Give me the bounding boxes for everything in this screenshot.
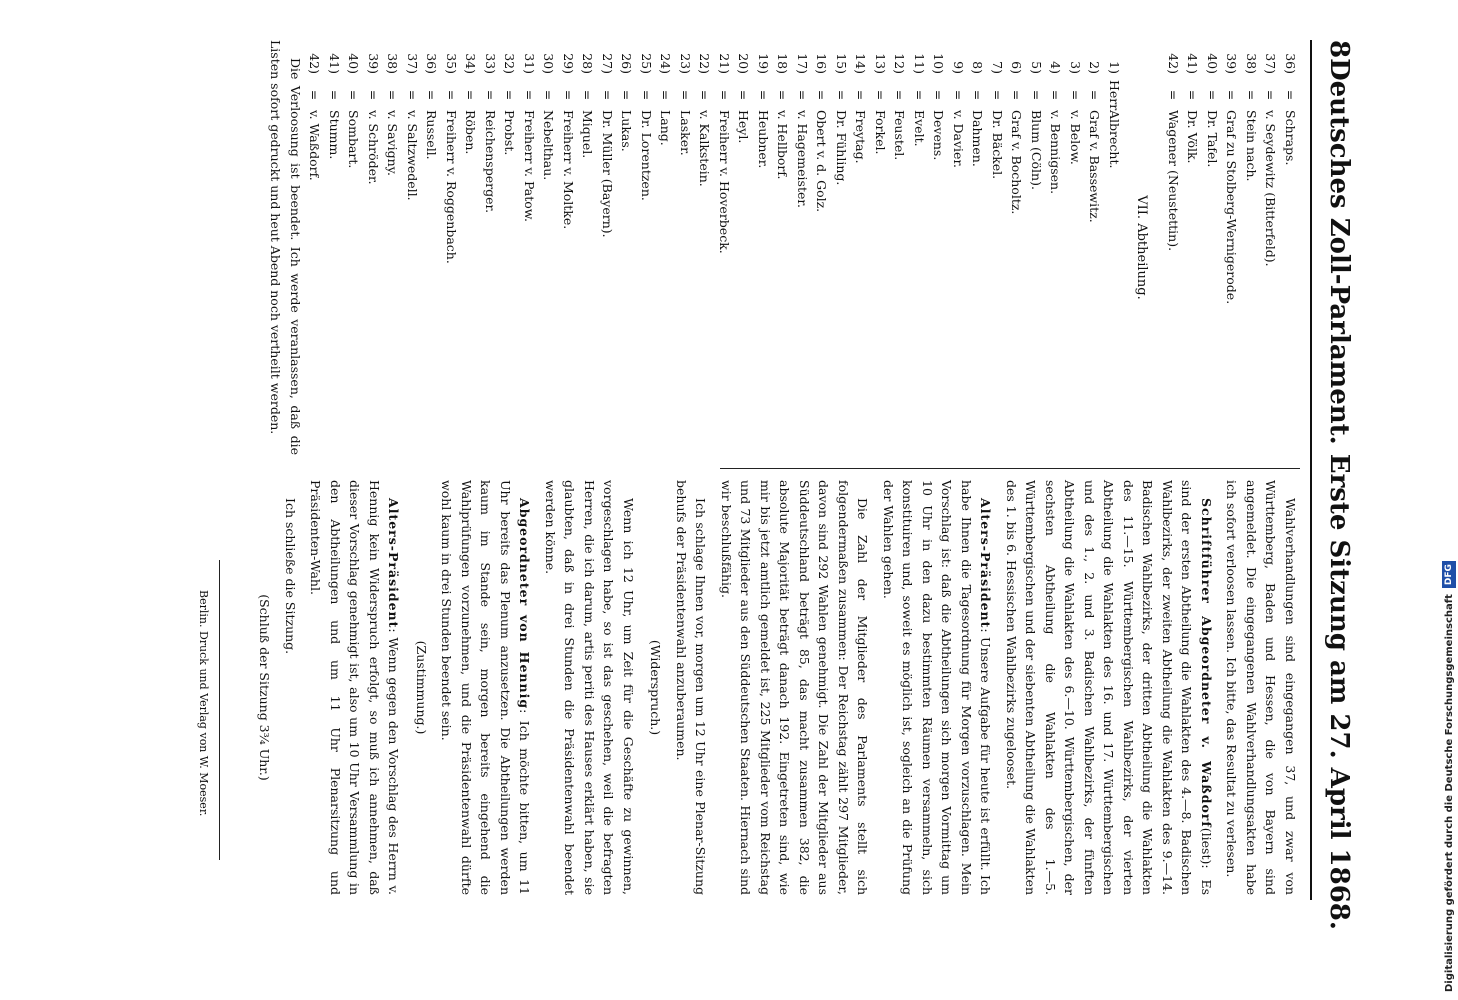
entry-number: 8) [970,61,986,74]
entry-name: Albrecht. [1107,110,1122,169]
entry-ditto: = [1166,89,1181,101]
entry-ditto: = [1283,89,1298,101]
entry-number: 17) [795,53,810,74]
entry-number: 1) [1107,61,1122,74]
entry-number: 15) [834,53,849,74]
list-entry [793,40,813,455]
entry-number: 42) [1166,53,1181,74]
entry-ditto: = [580,89,596,101]
imprint: Berlin. Druck und Verlag von W. Moeser. [197,590,210,817]
section-heading: VII. Abtheilung. [1134,195,1150,300]
list-entry [539,40,559,455]
entry-name: Dr. Völk. [1185,110,1201,164]
paragraph [879,480,996,895]
entry-ditto: = [853,89,869,101]
entry-name: Freiherr v. Hoverbeck. [717,110,732,254]
list-entry [1046,40,1066,455]
entry-number: 16) [814,53,830,74]
entry-name: v. Below. [1068,110,1083,165]
entry-name: Freiherr v. Roggenbach. [444,110,459,264]
list-entry [1281,40,1301,455]
entry-ditto: = [561,89,576,101]
speaker-name: Alters-Präsident [978,498,994,629]
entry-ditto: = [951,89,966,101]
entry-name: Evelt. [912,110,927,147]
entry-number: 31) [522,53,537,74]
list-entry [500,40,520,455]
list-entry [578,40,598,455]
remark: (Schluß der Sitzung 3¾ Uhr.) [257,594,273,781]
entry-number: 11) [912,53,927,74]
entry-ditto: = [1224,89,1240,101]
digitization-text: Digitalisierung gefördert durch die Deutsche Forschungsgemeinschaft [1443,594,1455,992]
header-rule [1310,40,1312,900]
entry-number: 26) [619,53,635,74]
entry-name: v. Kalkstein. [697,110,713,187]
entry-name: v. Seydewitz (Bitterfeld). [1263,110,1279,267]
remark: (Widerspruch.) [648,639,664,736]
entry-ditto: = [756,89,771,101]
imprint-rule [219,560,220,860]
right-column [247,480,1300,895]
paragraph: Ich schlage Ihnen vor, morgen um 12 Uhr eine Plenar-Sitzung behufs der Präsidentenwahl anzuberaumen. [674,480,709,895]
entry-number: 39) [1224,53,1240,74]
entry-name: Freiherr v. Patow. [522,110,537,222]
entry-name: Blum (Cöln). [1029,110,1044,190]
entry-ditto: = [1029,89,1044,101]
entry-name: Dr. Lorentzen. [639,110,654,201]
entry-ditto: = [483,89,498,101]
entry-name: Nebelthau. [541,110,557,181]
entry-name: Heyl. [736,110,752,144]
entry-ditto: = [873,89,888,101]
list-entry [949,40,969,455]
entry-number: 13) [873,53,888,74]
list-entry [364,40,384,455]
member-list-vii [305,40,1124,455]
entry-number: 24) [658,53,674,74]
list-entry [637,40,657,455]
entry-number: 22) [697,53,713,74]
entry-ditto: = [600,89,615,101]
member-list-continued [1164,40,1301,455]
entry-number: 9) [951,61,966,74]
column-divider [720,468,1300,469]
page-title: Deutsches Zoll-Parlament. Erste Sitzung am 27. April 1868. [1324,58,1354,930]
list-entry [617,40,637,455]
entry-number: 41) [1185,53,1201,74]
entry-number: 6) [1009,61,1025,74]
entry-ditto: = [1048,89,1064,101]
list-entry [812,40,832,455]
entry-name: v. Hellborf. [775,110,791,180]
list-entry [325,40,345,455]
speaker-name: Schriftführer Abgeordneter v. Waßdorf [1199,498,1214,828]
entry-ditto: = [970,89,986,101]
page-header [1314,40,1354,930]
entry-ditto: Herr [1107,80,1122,111]
entry-number: 40) [346,53,362,74]
digitization-note [1442,2,1456,992]
list-entry [929,40,949,455]
entry-ditto: = [814,89,830,101]
list-entry [695,40,715,455]
entry-name: Dr. Fühling. [834,110,849,186]
entry-ditto: = [834,89,849,101]
list-entry [461,40,481,455]
closing-text: Die Verloosung ist beendet. Ich werde veranlassen, daß die Listen sofort gedruckt und heut Abend noch vertheilt werden. [268,40,303,455]
entry-ditto: = [385,89,401,101]
list-entry [1105,40,1125,455]
list-entry [598,40,618,455]
entry-number: 33) [483,53,498,74]
entry-ditto: = [697,89,713,101]
entry-ditto: = [1087,89,1103,101]
entry-name: Freytag. [853,110,869,164]
entry-ditto: = [405,89,420,101]
entry-number: 35) [444,53,459,74]
list-entry [851,40,871,455]
entry-ditto: = [1185,89,1201,101]
entry-ditto: = [1205,89,1220,101]
entry-ditto: = [1009,89,1025,101]
entry-name: Russell. [424,110,440,160]
entry-number: 36) [424,53,440,74]
list-entry [656,40,676,455]
list-entry [481,40,501,455]
list-entry [1066,40,1086,455]
entry-ditto: = [366,89,381,101]
entry-name: Graf zu Stolberg-Wernigerode. [1224,110,1240,305]
entry-name: Heubner. [756,110,771,169]
list-entry [715,40,735,455]
speech-text: (liest): Es sind der ersten Abtheilung die Wahlakten des 4.—8. Badischen Wahlbezirks, der zweiten Abtheilung die Wahlakten des 9.—14. Badischen Wahlbezirks, der dritten Abtheilung die Wahlakten des 11.—15. Württembergischen Wahlbezirks, der vierten Abtheilung die Wahlakten des 16. und 17. Württembergischen und des 1., 2. und 3. Badischen Wahlbezirks, der fünften Abtheilung die Wahlakten des 6.—10. Württembergischen, der sechsten Abtheilung die Wahlakten des 1.—5. Württembergischen und der siebenten Abtheilung die Wahlakten des 1. bis 6. Hessischen Wahlbezirks zugelooset. [1004,480,1214,896]
list-entry [676,40,696,455]
list-entry [1085,40,1105,455]
entry-ditto: = [1263,89,1279,101]
entry-number: 14) [853,53,869,74]
entry-name: Graf v. Bassewitz. [1087,110,1103,223]
entry-name: Graf v. Bocholtz. [1009,110,1025,215]
entry-name: v. Saltzwedell. [405,110,420,201]
entry-name: Miquel. [580,110,596,159]
paragraph: Die Zahl der Mitglieder des Parlaments stellt sich folgendermaßen zusammen: Der Reichstag zählt 297 Mitglieder, davon sind 292 Wahlen genehmigt. Die Zahl der Mitglieder aus Süddeutschland beträgt 85, das macht zusammen 382, die absolute Majorität beträgt danach 192. Eingetreten sind, wie mir bis jetzt amtlich gemeldet ist, 225 Mitglieder vom Reichstag und 73 Mitglieder aus den Süddeutschen Staaten. Hiernach sind wir beschlußfähig. [719,480,871,895]
entry-ditto: = [522,89,537,101]
entry-number: 7) [990,61,1005,74]
list-entry [305,40,325,455]
list-entry [442,40,462,455]
entry-ditto: = [795,89,810,101]
entry-ditto: = [736,89,752,101]
entry-name: Devens. [931,110,947,161]
entry-number: 29) [561,53,576,74]
entry-number: 37) [1263,53,1279,74]
entry-number: 20) [736,53,752,74]
entry-name: Obert v. d. Golz. [814,110,830,213]
list-entry [1222,40,1242,455]
paragraph: Wahlverhandlungen sind eingegangen 37, und zwar von Württemberg, Baden und Hessen, die von Bayern sind angemeldet. Die eingegangenen Wahlverhandlungsakten habe ich sofort verloosen lassen. Ich bitte, das Resultat zu verlesen. [1224,480,1298,895]
entry-number: 3) [1068,61,1083,74]
speech-text: : Unsere Aufgabe für heute ist erfüllt. Ich habe Ihnen die Tagesordnung für Morgen vorzuschlagen. Mein Vorschlag ist: daß die Abtheilungen sich morgen Vormittag um 10 Uhr in den dazu bestimmten Räumen versammeln, sich konstituiren und, soweit es möglich ist, sogleich an die Prüfung der Wahlen gehen. [881,480,994,895]
entry-ditto: = [775,89,791,101]
entry-number: 5) [1029,61,1044,74]
paragraph [437,480,535,895]
list-entry [754,40,774,455]
list-entry [1203,40,1223,455]
entry-ditto: = [424,89,440,101]
entry-number: 41) [327,53,342,74]
entry-name: v. Schröder. [366,110,381,185]
entry-ditto: = [1244,89,1259,101]
entry-ditto: = [1068,89,1083,101]
entry-number: 21) [717,53,732,74]
list-entry [871,40,891,455]
entry-ditto: = [678,89,693,101]
entry-name: Stein nach. [1244,110,1259,182]
entry-number: 28) [580,53,596,74]
entry-name: Lasker. [678,110,693,156]
rotated-document-page [0,30,1360,930]
speech-text: : Ich möchte bitten, um 11 Uhr bereits das Plenum anzusetzen. Die Abtheilungen werden kaum im Stande sein, morgen bereits eingehend die Wahlprüfungen vorzunehmen, und die Präsidentenwahl dürfte wohl kaum in drei Stunden beendet sein. [439,480,533,895]
entry-number: 39) [366,53,381,74]
list-entry [773,40,793,455]
entry-ditto: = [502,89,518,101]
entry-number: 2) [1087,61,1103,74]
list-entry [559,40,579,455]
entry-number: 25) [639,53,654,74]
entry-ditto: = [619,89,635,101]
list-entry [910,40,930,455]
list-entry [1027,40,1047,455]
entry-number: 10) [931,53,947,74]
entry-name: Freiherr v. Moltke. [561,110,576,230]
entry-name: v. Bennigsen. [1048,110,1064,195]
entry-ditto: = [658,89,674,101]
list-entry [1261,40,1281,455]
entry-ditto: = [931,89,947,101]
entry-number: 36) [1283,53,1298,74]
entry-number: 34) [463,53,479,74]
speech-text: : Wenn gegen den Vorschlag des Herrn v. Hennig kein Widerspruch erfolgt, so muß ich annehmen, daß dieser Vorschlag genehmigt ist, also um 10 Uhr Versammlung in den Abtheilungen und um 11 Uhr Plenarsitzung und Präsidenten-Wahl. [308,480,402,895]
paragraph [1002,480,1217,895]
paragraph [306,480,404,895]
entry-number: 32) [502,53,518,74]
entry-number: 23) [678,53,693,74]
entry-name: Dr. Müller (Bayern). [600,110,615,238]
list-entry [520,40,540,455]
entry-number: 40) [1205,53,1220,74]
entry-name: v. Waßdorf. [307,110,323,181]
list-entry [890,40,910,455]
entry-name: Sombart. [346,110,362,169]
entry-number: 30) [541,53,557,74]
page-number: 8 [1324,40,1354,59]
entry-ditto: = [307,89,323,101]
entry-number: 4) [1048,61,1064,74]
entry-name: v. Hagemeister. [795,110,810,208]
entry-name: Schraps. [1283,110,1298,166]
entry-name: v. Davier. [951,110,966,169]
entry-number: 19) [756,53,771,74]
entry-ditto: = [990,89,1005,101]
entry-ditto: = [327,89,342,101]
entry-number: 37) [405,53,420,74]
entry-name: Feustel. [892,110,908,161]
list-entry [403,40,423,455]
list-entry [968,40,988,455]
entry-name: Lukas. [619,110,635,152]
entry-ditto: = [717,89,732,101]
paragraph: Ich schließe die Sitzung. [283,498,298,655]
list-entry [1007,40,1027,455]
left-column [260,40,1300,455]
entry-name: Dr. Tafel. [1205,110,1220,168]
list-entry [1164,40,1184,455]
list-entry [988,40,1008,455]
entry-number: 42) [307,53,323,74]
entry-number: 18) [775,53,791,74]
remark: (Zustimmung.) [414,640,429,735]
paragraph: Wenn ich 12 Uhr, um Zeit für die Geschäfte zu gewinnen, vorgeschlagen habe, so ist das geschehen, weil die befragten Herren, die ich darum, artis periti des Hauses erklärt haben, sie glaubten, daß in drei Stunden die Präsidentenwahl beendet werden könne. [543,480,636,895]
entry-name: v. Savigny. [385,110,401,177]
entry-ditto: = [444,89,459,101]
entry-name: Röben. [463,110,479,155]
entry-ditto: = [639,89,654,101]
entry-ditto: = [912,89,927,101]
entry-number: 38) [385,53,401,74]
list-entry [832,40,852,455]
entry-name: Wagener (Neustettin). [1166,110,1181,252]
entry-number: 27) [600,53,615,74]
entry-ditto: = [463,89,479,101]
entry-name: Dr. Bäckel. [990,110,1005,180]
entry-name: Forkel. [873,110,888,155]
list-entry [422,40,442,455]
speaker-name: Abgeordneter von Hennig [517,498,533,710]
entry-name: Reichensperger. [483,110,498,214]
entry-ditto: = [346,89,362,101]
entry-name: Stumm. [327,110,342,160]
dfg-logo: DFG [1442,561,1456,588]
speaker-name: Alters-Präsident [386,498,402,629]
list-entry [1183,40,1203,455]
list-entry [1242,40,1262,455]
entry-name: Dahmen. [970,110,986,167]
list-entry [383,40,403,455]
entry-ditto: = [892,89,908,101]
list-entry [344,40,364,455]
entry-number: 12) [892,53,908,74]
entry-ditto: = [541,89,557,101]
list-entry [734,40,754,455]
entry-name: Probst. [502,110,518,156]
entry-name: Lang. [658,110,674,146]
entry-number: 38) [1244,53,1259,74]
